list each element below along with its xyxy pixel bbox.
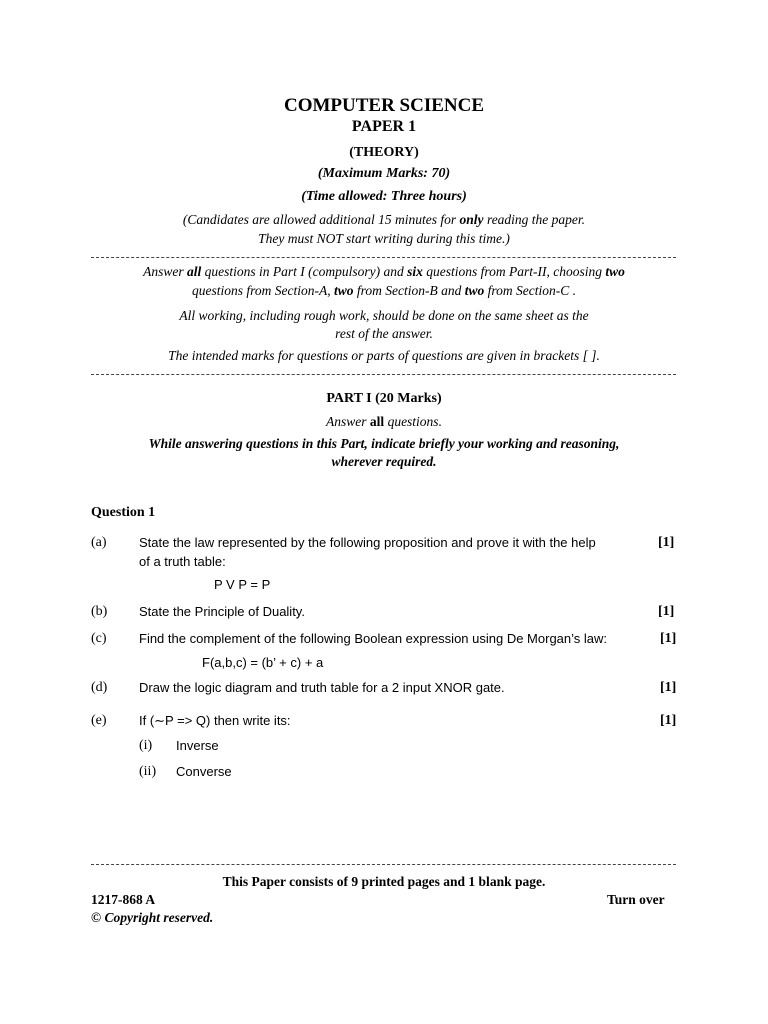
instr-text: questions in Part I (compulsory) and	[201, 264, 408, 279]
q-d-marks: [1]	[660, 680, 677, 695]
reading-note	[0, 212, 768, 228]
label-d: (d)	[91, 680, 108, 695]
q-e-ii-text: Converse	[176, 764, 232, 779]
marks-note: The intended marks for questions or parts of questions are given in brackets [ ].	[168, 348, 600, 363]
answer-text: Answer	[326, 414, 370, 429]
instr-text: from Section-B and	[353, 283, 465, 298]
q-a-formula: P V P = P	[214, 577, 271, 592]
reading-note-line2: They must NOT start writing during this time.)	[258, 231, 510, 246]
instructions-line2	[0, 283, 768, 299]
subject-title: COMPUTER SCIENCE	[283, 95, 485, 116]
label-c: (c)	[91, 631, 107, 646]
instr-text: questions from Section-A,	[192, 283, 334, 298]
part1-title: PART I (20 Marks)	[326, 391, 442, 406]
q-c-marks: [1]	[660, 631, 677, 646]
part1-while-2: wherever required.	[331, 454, 437, 469]
question-heading: Question 1	[91, 505, 156, 520]
label-e-ii: (ii)	[139, 764, 157, 779]
label-a: (a)	[91, 535, 107, 550]
q-b-marks: [1]	[658, 604, 675, 619]
instr-bold: six	[407, 264, 423, 279]
q-c-text: Find the complement of the following Boolean expression using De Morgan’s law:	[139, 631, 608, 646]
divider	[91, 864, 676, 865]
divider	[91, 257, 676, 258]
max-marks: (Maximum Marks: 70)	[317, 166, 451, 181]
paper-code: 1217-868 A	[91, 892, 156, 907]
time-allowed: (Time allowed: Three hours)	[301, 189, 467, 204]
instr-bold: two	[333, 283, 354, 298]
instr-bold: all	[186, 264, 202, 279]
part1-while-1: While answering questions in this Part, indicate briefly your working and reasoning,	[148, 436, 620, 451]
reading-note-pre: (Candidates are allowed additional 15 minutes for	[182, 212, 460, 227]
working-note-2: rest of the answer.	[335, 326, 433, 341]
working-note-1: All working, including rough work, should be done on the same sheet as the	[179, 308, 589, 323]
q-b-text: State the Principle of Duality.	[139, 604, 305, 619]
label-e-i: (i)	[139, 738, 153, 753]
q-e-i-text: Inverse	[176, 738, 219, 753]
q-d-text: Draw the logic diagram and truth table for a 2 input XNOR gate.	[139, 680, 505, 695]
paper-number: PAPER 1	[351, 118, 417, 135]
q-e-marks: [1]	[660, 713, 677, 728]
q-a-text-2: of a truth table:	[139, 554, 226, 569]
q-a-text-1: State the law represented by the following proposition and prove it with the help	[139, 535, 596, 550]
instr-text: from Section-C .	[484, 283, 576, 298]
q-a-marks: [1]	[658, 535, 675, 550]
instr-text: questions from Part-II, choosing	[422, 264, 606, 279]
page-count-note: This Paper consists of 9 printed pages and 1 blank page.	[222, 874, 546, 889]
label-e: (e)	[91, 713, 107, 728]
copyright: © Copyright reserved.	[91, 910, 214, 925]
reading-note-post: reading the paper.	[483, 212, 586, 227]
instructions-line1	[0, 264, 768, 280]
paper-type: (THEORY)	[349, 145, 419, 160]
q-e-text: If (∼P => Q) then write its:	[139, 713, 291, 728]
answer-bold: all	[369, 414, 385, 429]
reading-note-only: only	[459, 212, 484, 227]
answer-text: questions.	[384, 414, 442, 429]
divider	[91, 374, 676, 375]
q-c-formula: F(a,b,c) = (b’ + c) + a	[202, 655, 324, 670]
label-b: (b)	[91, 604, 108, 619]
instr-bold: two	[605, 264, 625, 279]
instr-bold: two	[464, 283, 485, 298]
instr-text: Answer	[143, 264, 187, 279]
part1-answer-all	[0, 414, 768, 430]
turn-over: Turn over	[607, 892, 665, 907]
